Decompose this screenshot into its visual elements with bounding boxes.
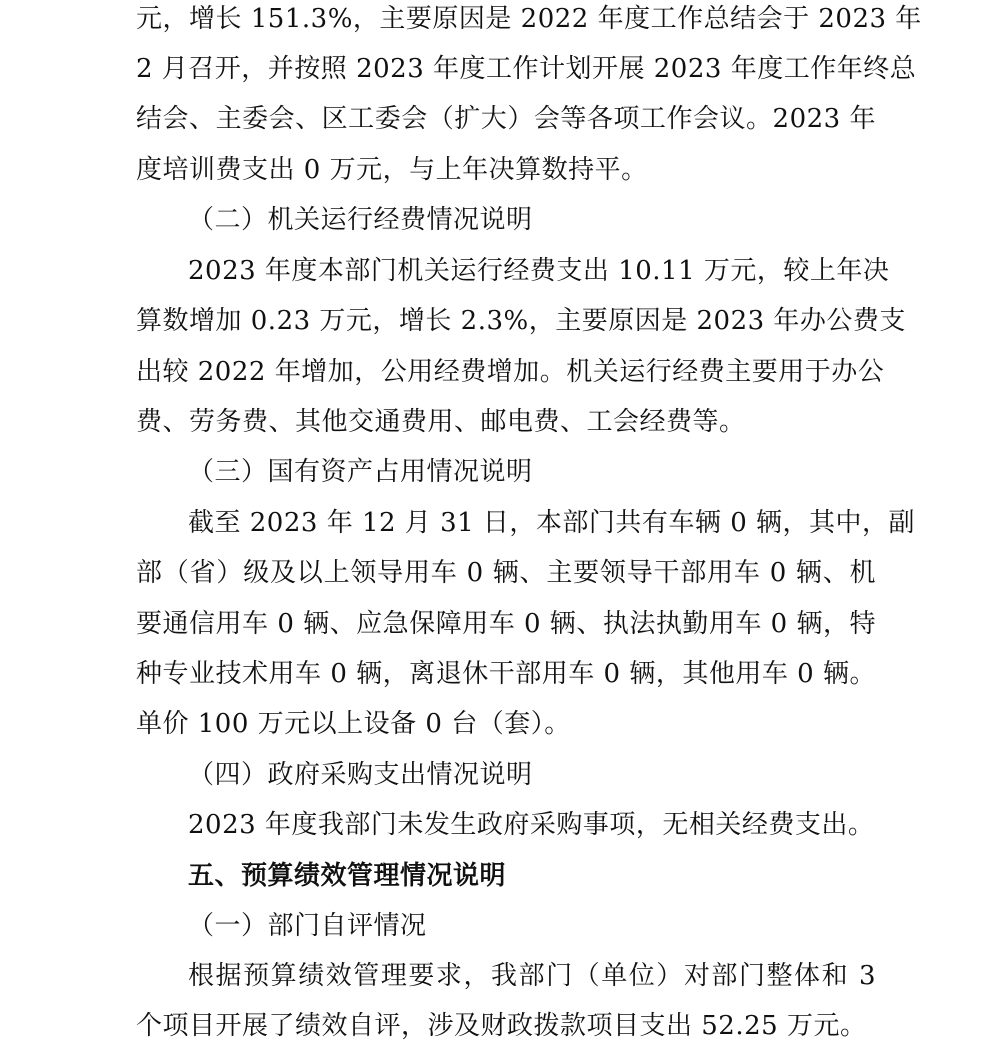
body-text-line: 2023 年度我部门未发生政府采购事项，无相关经费支出。: [188, 810, 875, 840]
body-text-line: 要通信用车 0 辆、应急保障用车 0 辆、执法执勤用车 0 辆，特: [136, 609, 876, 639]
body-text-line: 部（省）级及以上领导用车 0 辆、主要领导干部用车 0 辆、机: [136, 558, 876, 588]
body-text-line: 度培训费支出 0 万元，与上年决算数持平。: [136, 155, 648, 185]
section-heading-4: （四）政府采购支出情况说明: [188, 760, 533, 790]
section-heading-2: （二）机关运行经费情况说明: [188, 205, 533, 235]
body-text-line: 截至 2023 年 12 月 31 日，本部门共有车辆 0 辆，其中，副: [188, 508, 915, 538]
body-text-line: 根据预算绩效管理要求，我部门（单位）对部门整体和 3: [188, 961, 876, 991]
section-heading-3: （三）国有资产占用情况说明: [188, 457, 533, 487]
body-text-line: 2 月召开，并按照 2023 年度工作计划开展 2023 年度工作年终总: [136, 54, 917, 84]
body-text-line: 结会、主委会、区工委会（扩大）会等各项工作会议。2023 年: [136, 104, 876, 134]
section-heading-5-1: （一）部门自评情况: [188, 911, 427, 941]
chapter-heading-5: 五、预算绩效管理情况说明: [188, 861, 507, 891]
body-text-line: 个项目开展了绩效自评，涉及财政拨款项目支出 52.25 万元。: [136, 1011, 867, 1041]
body-text-line: 种专业技术用车 0 辆，离退休干部用车 0 辆，其他用车 0 辆。: [136, 659, 876, 689]
body-text-line: 单价 100 万元以上设备 0 台（套）。: [136, 709, 571, 739]
body-text-line: 2023 年度本部门机关运行经费支出 10.11 万元，较上年决: [188, 256, 890, 286]
body-text-line: 元，增长 151.3%，主要原因是 2022 年度工作总结会于 2023 年: [136, 4, 922, 34]
body-text-line: 出较 2022 年增加，公用经费增加。机关运行经费主要用于办公: [136, 357, 885, 387]
body-text-line: 费、劳务费、其他交通费用、邮电费、工会经费等。: [136, 407, 746, 437]
body-text-line: 算数增加 0.23 万元，增长 2.3%，主要原因是 2023 年办公费支: [136, 306, 906, 336]
